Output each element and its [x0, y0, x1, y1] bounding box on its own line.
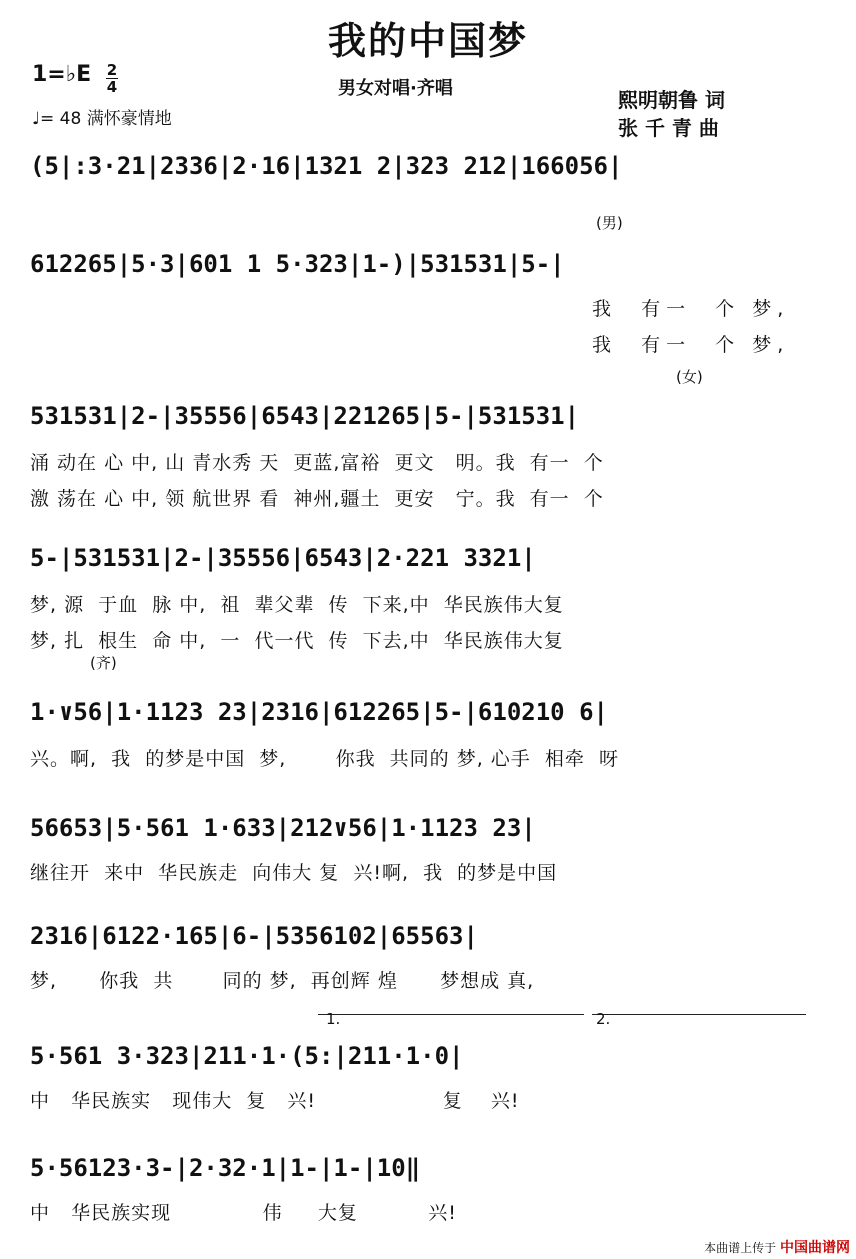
voice-mark: (男)	[596, 214, 623, 232]
site-logo[interactable]: 中国曲谱网	[780, 1240, 850, 1256]
notes-line: 1·∨56|1·1123 23|2316|612265|5-|610210 6|	[30, 698, 608, 726]
lyricist-credit: 熙明朝鲁 词	[618, 88, 725, 112]
lyric-verse-1: 中 华民族实 现伟大 复 兴! 复 兴!	[30, 1090, 520, 1112]
tempo-marking: ♩= 48 满怀豪情地	[32, 109, 172, 129]
lyric-verse-1: 涌 动在 心 中, 山 青水秀 天 更蓝,富裕 更文 明。我 有一 个	[30, 452, 604, 474]
score-title: 我的中国梦	[327, 19, 528, 63]
composer-credit: 张 千 青 曲	[618, 116, 719, 140]
lyric-verse-2: 我 有一 个 梦,	[592, 334, 790, 356]
volta-2-label: 2.	[596, 1010, 611, 1028]
lyric-verse-1: 我 有一 个 梦,	[592, 298, 790, 320]
volta-2-bracket	[592, 1014, 806, 1015]
key-signature: 1=♭E	[32, 62, 92, 87]
lyric-verse-2: 梦, 扎 根生 命 中, 一 代一代 传 下去,中 华民族伟大复	[30, 630, 564, 652]
notes-line: (5|:3·21|2336|2·16|1321 2|323 212|166056|	[30, 152, 623, 180]
lyric-verse-1: 梦, 源 于血 脉 中, 祖 辈父辈 传 下来,中 华民族伟大复	[30, 594, 564, 616]
notes-line: 2316|6122·165|6-|5356102|65563|	[30, 922, 478, 950]
time-sig-top: 2	[106, 61, 118, 79]
volta-1-bracket	[318, 1014, 584, 1015]
lyric-verse-1: 兴。啊, 我 的梦是中国 梦, 你我 共同的 梦, 心手 相牵 呀	[30, 748, 619, 770]
lyric-verse-2: 激 荡在 心 中, 领 航世界 看 神州,疆土 更安 宁。我 有一 个	[30, 488, 604, 510]
lyric-verse-1: 中 华民族实现 伟 大复 兴!	[30, 1202, 457, 1224]
time-sig-bottom: 4	[106, 78, 118, 96]
upload-footer	[704, 1237, 850, 1257]
voice-mark: (女)	[676, 368, 703, 386]
lyric-verse-1: 梦, 你我 共 同的 梦, 再创辉 煌 梦想成 真,	[30, 970, 535, 992]
notes-line: 56653|5·561 1·633|212∨56|1·1123 23|	[30, 814, 536, 842]
notes-line: 612265|5·3|601 1 5·323|1-)|531531|5-|	[30, 250, 565, 278]
lyric-verse-1: 继往开 来中 华民族走 向伟大 复 兴!啊, 我 的梦是中国	[30, 862, 558, 884]
volta-1-label: 1.	[326, 1010, 341, 1028]
performance-note: 男女对唱·齐唱	[338, 78, 453, 99]
notes-line: 5·561 3·323|211·1·(5:|211·1·0|	[30, 1042, 464, 1070]
notes-line: 5·56123·3-|2·32·1|1-|1-|10‖	[30, 1154, 421, 1182]
notes-line: 531531|2-|35556|6543|221265|5-|531531|	[30, 402, 580, 430]
time-signature	[106, 62, 118, 95]
notes-line: 5-|531531|2-|35556|6543|2·221 3321|	[30, 544, 536, 572]
footer-text: 本曲谱上传于	[704, 1241, 777, 1255]
voice-mark: (齐)	[90, 654, 117, 672]
